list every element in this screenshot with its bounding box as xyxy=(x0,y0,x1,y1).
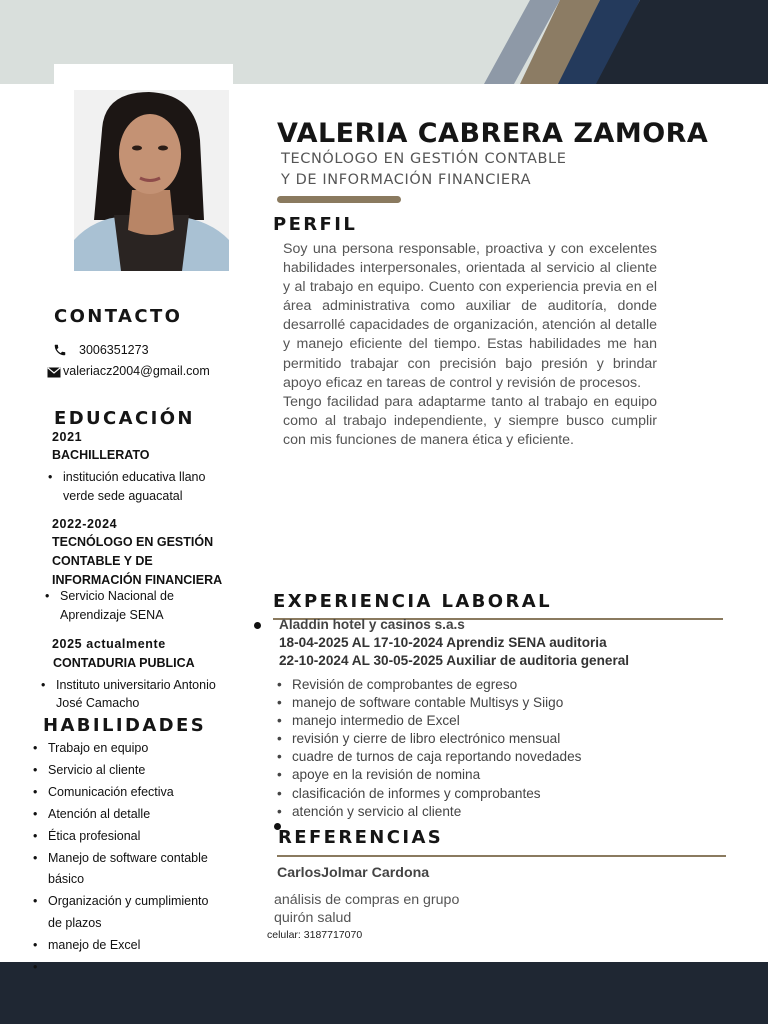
bullet: • xyxy=(48,470,53,484)
skill-text: Servicio al cliente xyxy=(48,762,146,777)
skill-item xyxy=(33,848,233,870)
education-heading: EDUCACIÓN xyxy=(54,408,195,429)
skill-text: manejo de Excel xyxy=(48,938,141,953)
institution-line: verde sede aguacatal xyxy=(63,489,183,503)
bullet: • xyxy=(33,741,38,755)
education-institution xyxy=(41,676,241,712)
education-institution xyxy=(45,587,235,625)
profile-heading: PERFIL xyxy=(273,214,358,235)
bullet: • xyxy=(33,784,38,799)
bullet: • xyxy=(41,678,46,692)
skill-text: Trabajo en equipo xyxy=(48,741,149,755)
education-degree: BACHILLERATO xyxy=(52,448,150,462)
skill-item xyxy=(33,782,233,804)
institution-line xyxy=(48,468,238,487)
skill-item-continuation xyxy=(33,869,233,891)
bullet: • xyxy=(33,850,38,865)
institution-line: José Camacho xyxy=(56,696,140,710)
degree-line: INFORMACIÓN FINANCIERA xyxy=(52,573,223,587)
education-year: 2025 actualmente xyxy=(52,637,166,651)
bullet: • xyxy=(45,589,50,603)
profile-paragraph-2: Tengo facilidad para adaptarme tanto al trabajo en equipo como al trabajo independiente, y siempre busco cumplir con mis funciones de manera ética y eficiente. xyxy=(283,393,657,448)
bullet: • xyxy=(33,960,38,975)
skill-text: Atención al detalle xyxy=(48,806,151,821)
reference-name: CarlosJolmar Cardona xyxy=(277,865,430,881)
degree-line: TECNÓLOGO EN GESTIÓN xyxy=(52,535,214,549)
task-item: • atención y servicio al cliente xyxy=(277,803,677,821)
experience-period-2: 22-10-2024 AL 30-05-2025 Auxiliar de auditoria general xyxy=(279,653,630,668)
task-item: • revisión y cierre de libro electrónico mensual xyxy=(277,730,677,748)
skill-item xyxy=(33,891,233,913)
task-item: • apoye en la revisión de nomina xyxy=(277,766,677,784)
institution-text: institución educativa llano xyxy=(63,470,206,484)
envelope-icon xyxy=(47,365,61,383)
skill-item xyxy=(33,738,233,760)
bullet: • xyxy=(33,828,38,843)
task-item: • manejo de software contable Multisys y Siigo xyxy=(277,694,677,712)
task-item: • Revisión de comprobantes de egreso xyxy=(277,676,677,694)
bullet: • xyxy=(33,894,38,909)
bullet: • xyxy=(33,938,38,953)
skill-text: Ética profesional xyxy=(48,828,141,843)
education-year: 2021 xyxy=(52,430,83,444)
bullet-dot xyxy=(254,622,261,629)
candidate-name: VALERIA CABRERA ZAMORA xyxy=(277,118,709,149)
task-item: • cuadre de turnos de caja reportando novedades xyxy=(277,748,677,766)
references-divider xyxy=(277,855,726,857)
skill-item xyxy=(33,804,233,826)
institution-line xyxy=(45,587,235,606)
phone-number[interactable]: 3006351273 xyxy=(79,343,149,357)
profile-photo xyxy=(74,90,229,271)
education-degree: CONTADURIA PUBLICA xyxy=(53,656,195,670)
institution-text: Servicio Nacional de xyxy=(60,589,174,603)
degree-line: CONTABLE Y DE xyxy=(52,554,153,568)
email-address[interactable]: valeriacz2004@gmail.com xyxy=(63,364,210,378)
phone-icon xyxy=(53,343,67,362)
profile-text xyxy=(283,240,657,450)
reference-phone[interactable]: celular: 3187717070 xyxy=(267,929,363,941)
skill-item xyxy=(33,826,233,848)
education-year: 2022-2024 xyxy=(52,517,118,531)
skill-item-continuation xyxy=(33,913,233,935)
job-title-line2: Y DE INFORMACIÓN FINANCIERA xyxy=(281,172,532,188)
task-item: • clasificación de informes y comprobantes xyxy=(277,785,677,803)
bullet: • xyxy=(33,806,38,821)
skill-text: básico xyxy=(48,872,85,887)
institution-text: Instituto universitario Antonio xyxy=(56,678,216,692)
institution-line xyxy=(41,676,241,694)
education-institution xyxy=(48,468,238,506)
skill-text: Manejo de software contable xyxy=(48,850,208,865)
institution-line: Aprendizaje SENA xyxy=(60,608,164,622)
title-accent-bar xyxy=(277,196,401,203)
skills-heading: HABILIDADES xyxy=(43,715,207,736)
experience-period-1: 18-04-2025 AL 17-10-2024 Aprendiz SENA auditoria xyxy=(279,635,607,650)
reference-company-line1: análisis de compras en grupo xyxy=(274,892,460,908)
bullet: • xyxy=(33,762,38,777)
reference-company-line2: quirón salud xyxy=(274,910,352,926)
experience-heading: EXPERIENCIA LABORAL xyxy=(273,591,552,612)
skills-list xyxy=(33,738,233,975)
skill-item xyxy=(33,760,233,782)
job-title-line1: TECNÓLOGO EN GESTIÓN CONTABLE xyxy=(281,151,567,167)
footer-band xyxy=(0,962,768,1024)
references-heading: REFERENCIAS xyxy=(278,827,444,848)
skill-text: Comunicación efectiva xyxy=(48,784,174,799)
profile-paragraph-1: Soy una persona responsable, proactiva y con excelentes habilidades interpersonales, orientada al servicio al cliente y al trabajo en equipo. Cuento con experiencia previa en el área administrativa como auxiliar de auditoría, donde desarrollé capacidades de organización, atención al detalle y manejo eficiente del tiempo. Estas habilidades me han permitido trabajar con precisión bajo presión y brindar apoyo eficaz en tareas de control y revisión de procesos. xyxy=(283,241,657,391)
experience-tasks xyxy=(277,676,677,821)
task-item: • manejo intermedio de Excel xyxy=(277,712,677,730)
skill-text: Organización y cumplimiento xyxy=(48,894,209,909)
skill-text: de plazos xyxy=(48,916,102,931)
contact-heading: CONTACTO xyxy=(54,306,183,327)
company-name: Aladdin hotel y casinos s.a.s xyxy=(279,617,465,632)
education-degree xyxy=(52,533,222,590)
skill-item xyxy=(33,935,233,957)
